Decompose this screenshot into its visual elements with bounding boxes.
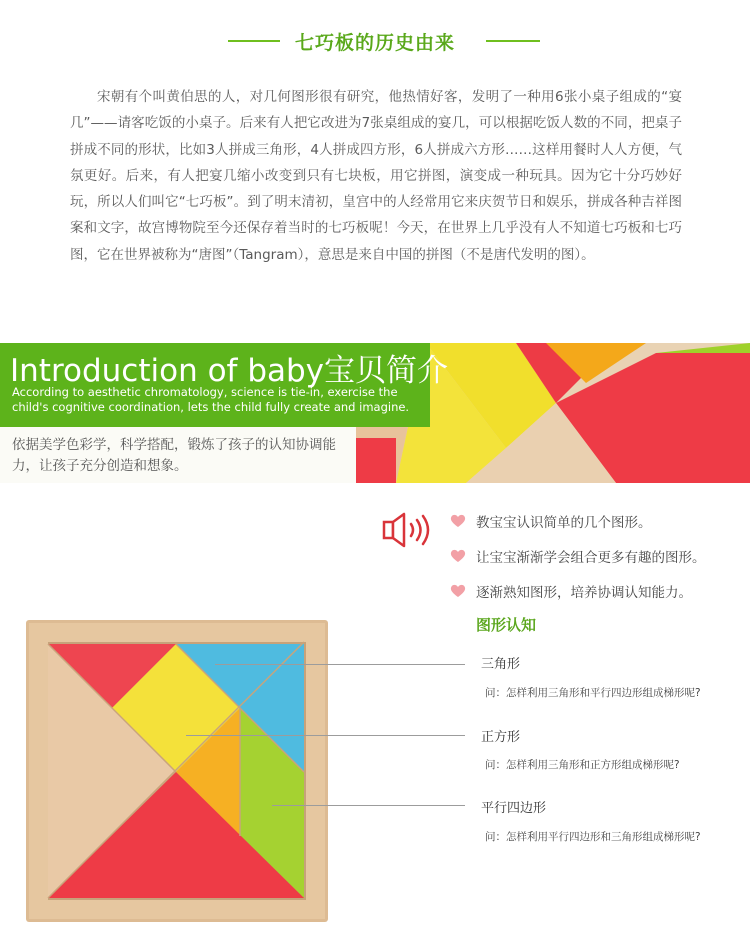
feature-text: 让宝宝渐渐学会组合更多有趣的图形。 xyxy=(476,549,706,566)
question-triangle: 问：怎样利用三角形和平行四边形组成梯形呢? xyxy=(485,687,701,699)
heart-icon xyxy=(450,584,466,598)
history-header xyxy=(0,26,750,56)
leader-line-triangle xyxy=(215,664,465,665)
history-paragraph: 宋朝有个叫黄伯思的人，对几何图形很有研究，他热情好客，发明了一种用6张小桌子组成的“宴几”——请客吃饭的小桌子。后来有人把它改进为7张桌组成的宴几，可以根据吃饭人数的不同，把桌子拼成不同的形状，比如3人拼成三角形，4人拼成四方形，6人拼成六方形……这样用餐时人人方便，气氛更好。后来，有人把宴几缩小改变到只有七块板，用它拼图，演变成一种玩具。因为它十分巧妙好玩，所以人们叫它“七巧板”。到了明末清初，皇宫中的人经常用它来庆贺节日和娱乐，拼成各种吉祥图案和文字，故宫博物院至今还保存着当时的七巧板呢！今天，在世界上几乎没有人不知道七巧板和七巧图，它在世界被称为“唐图”（Tangram），意思是来自中国的拼图（不是唐代发明的图）。 xyxy=(70,89,682,263)
heart-icon xyxy=(450,549,466,563)
feature-list xyxy=(450,503,750,608)
label-square: 正方形 xyxy=(481,730,521,745)
intro-chinese-text: 依据美学色彩学，科学搭配，锻炼了孩子的认知协调能力，让孩子充分创造和想象。 xyxy=(12,437,336,474)
heart-icon xyxy=(450,514,466,528)
question-parallelogram: 问：怎样利用平行四边形和三角形组成梯形呢? xyxy=(485,831,701,843)
feature-text: 教宝宝认识简单的几个图形。 xyxy=(476,514,652,531)
list-item xyxy=(450,538,750,573)
label-triangle: 三角形 xyxy=(481,657,521,672)
feature-text: 逐渐熟知图形，培养协调认知能力。 xyxy=(476,584,692,601)
speaker-icon xyxy=(382,511,436,553)
history-text xyxy=(70,84,682,268)
question-square: 问：怎样利用三角形和正方形组成梯形呢? xyxy=(485,759,680,771)
tangram-board-image xyxy=(26,620,328,926)
shapes-title: 图形认知 xyxy=(476,616,537,634)
intro-subtitle: According to aesthetic chromatology, science is tie-in, exercise the child's cognitive coordination, lets the child fully create and imagine. xyxy=(12,385,410,414)
history-title: 七巧板的历史由来 xyxy=(294,32,455,54)
list-item xyxy=(450,503,750,538)
leader-line-parallelogram xyxy=(272,805,465,806)
intro-banner xyxy=(0,343,750,483)
list-item xyxy=(450,573,750,608)
label-parallelogram: 平行四边形 xyxy=(481,801,547,816)
leader-line-square xyxy=(186,735,465,736)
title-right-line xyxy=(486,40,540,42)
intro-title-panel xyxy=(0,343,449,427)
intro-title: Introduction of baby宝贝简介 xyxy=(10,353,449,389)
